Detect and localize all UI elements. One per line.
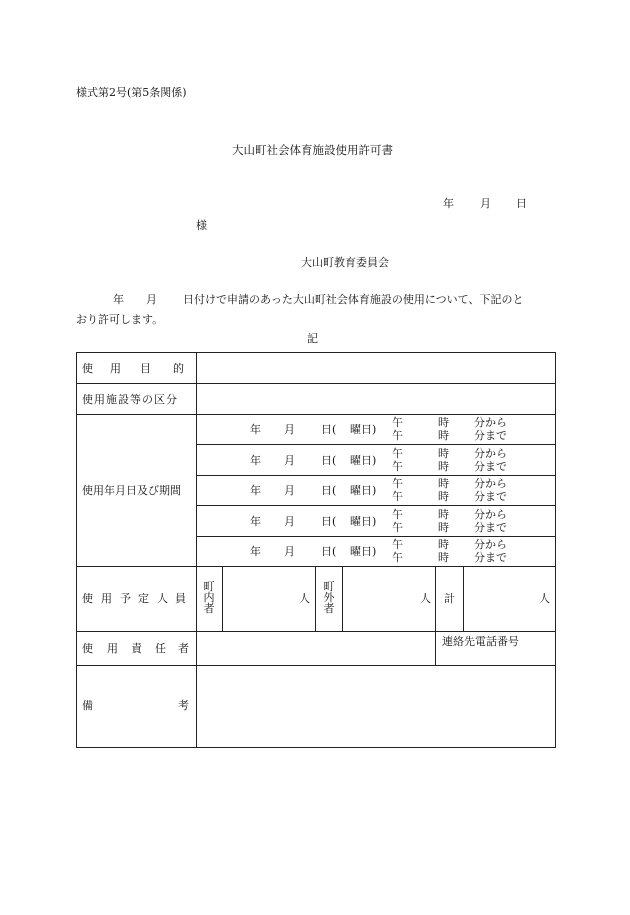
purpose-label-char: 使 <box>82 362 93 375</box>
period-weekday: 曜日) <box>350 484 377 497</box>
form-number: 様式第2号(第5条関係) <box>76 86 187 99</box>
remarks-label-char: 備 <box>82 699 93 712</box>
period-ampm-to: 午 <box>392 429 403 442</box>
period-ampm-to: 午 <box>392 551 403 564</box>
people-column-divider <box>463 566 464 631</box>
period-hour-to: 時 <box>438 460 449 473</box>
facility-label: 使用施設等の区分 <box>82 393 178 406</box>
ki-marker: 記 <box>307 332 318 345</box>
period-year: 年 <box>250 484 261 497</box>
period-ampm-from: 午 <box>392 477 403 490</box>
contact-phone-label: 連絡先電話番号 <box>442 635 519 648</box>
date-year-label: 年 <box>443 197 454 210</box>
people-label-char: 定 <box>138 592 149 605</box>
period-hour-to: 時 <box>438 521 449 534</box>
purpose-label-char: 的 <box>173 362 184 375</box>
period-day: 日( <box>321 515 337 528</box>
date-day-label: 日 <box>516 197 527 210</box>
period-row-divider <box>196 475 555 476</box>
people-label-char: 用 <box>101 592 112 605</box>
period-ampm-from: 午 <box>392 416 403 429</box>
document-title: 大山町社会体育施設使用許可書 <box>232 143 393 157</box>
people-column-divider <box>222 566 223 631</box>
remarks-label-char: 考 <box>178 699 189 712</box>
period-ampm-from: 午 <box>392 538 403 551</box>
period-year: 年 <box>250 545 261 558</box>
manager-label-char: 任 <box>155 642 166 655</box>
manager-label-char: 使 <box>82 642 93 655</box>
in-town-unit: 人 <box>299 592 310 605</box>
period-weekday: 曜日) <box>350 545 377 558</box>
period-ampm-to: 午 <box>392 460 403 473</box>
people-label-char: 人 <box>157 592 168 605</box>
period-day: 日( <box>321 423 337 436</box>
period-hour-to: 時 <box>438 429 449 442</box>
people-column-divider <box>435 566 436 665</box>
period-weekday: 曜日) <box>350 454 377 467</box>
period-year: 年 <box>250 423 261 436</box>
period-minute-to: 分まで <box>474 429 507 442</box>
manager-label-char: 責 <box>131 642 142 655</box>
people-label-char: 使 <box>82 592 93 605</box>
period-minute-to: 分まで <box>474 460 507 473</box>
period-minute-from: 分から <box>474 538 507 551</box>
period-day: 日( <box>321 545 337 558</box>
manager-label-char: 者 <box>178 642 189 655</box>
people-column-divider <box>315 566 316 631</box>
period-minute-from: 分から <box>474 447 507 460</box>
period-ampm-from: 午 <box>392 447 403 460</box>
out-town-unit: 人 <box>420 592 431 605</box>
period-minute-to: 分まで <box>474 551 507 564</box>
period-month: 月 <box>284 423 295 436</box>
period-weekday: 曜日) <box>350 423 377 436</box>
period-hour-to: 時 <box>438 551 449 564</box>
period-minute-from: 分から <box>474 508 507 521</box>
body-text-line1: 日付けで申請のあった大山町社会体育施設の使用について、下記のと <box>183 293 524 306</box>
period-ampm-to: 午 <box>392 521 403 534</box>
period-hour-from: 時 <box>438 477 449 490</box>
out-town-label: 町外者 <box>323 580 335 615</box>
period-weekday: 曜日) <box>350 515 377 528</box>
body-year-label: 年 <box>113 293 124 306</box>
permit-form-table <box>76 352 556 748</box>
row-divider <box>77 665 555 666</box>
period-hour-from: 時 <box>438 447 449 460</box>
total-label: 計 <box>444 592 455 605</box>
label-column-divider <box>196 353 197 747</box>
period-label: 使用年月日及び期間 <box>82 484 181 497</box>
date-month-label: 月 <box>480 197 491 210</box>
period-month: 月 <box>284 545 295 558</box>
addressee-suffix: 様 <box>196 219 207 232</box>
purpose-label-char: 用 <box>110 362 121 375</box>
period-ampm-to: 午 <box>392 490 403 503</box>
period-hour-from: 時 <box>438 538 449 551</box>
period-hour-to: 時 <box>438 490 449 503</box>
total-unit: 人 <box>539 592 550 605</box>
period-minute-to: 分まで <box>474 521 507 534</box>
period-year: 年 <box>250 454 261 467</box>
period-month: 月 <box>284 515 295 528</box>
purpose-label-char: 目 <box>140 362 151 375</box>
people-column-divider <box>342 566 343 631</box>
period-row-divider <box>196 444 555 445</box>
period-hour-from: 時 <box>438 416 449 429</box>
period-row-divider <box>196 536 555 537</box>
people-label-char: 予 <box>120 592 131 605</box>
row-divider <box>77 631 555 632</box>
in-town-label: 町内者 <box>203 580 215 615</box>
period-minute-from: 分から <box>474 477 507 490</box>
period-day: 日( <box>321 454 337 467</box>
manager-label-char: 用 <box>107 642 118 655</box>
period-year: 年 <box>250 515 261 528</box>
period-day: 日( <box>321 484 337 497</box>
body-text-line2: おり許可します。 <box>76 313 164 326</box>
issuer-name: 大山町教育委員会 <box>301 256 389 269</box>
period-ampm-from: 午 <box>392 508 403 521</box>
body-month-label: 月 <box>146 293 157 306</box>
period-month: 月 <box>284 454 295 467</box>
row-divider <box>77 383 555 384</box>
period-row-divider <box>196 505 555 506</box>
period-minute-to: 分まで <box>474 490 507 503</box>
period-minute-from: 分から <box>474 416 507 429</box>
row-divider <box>77 566 555 567</box>
people-label-char: 員 <box>175 592 186 605</box>
row-divider <box>77 414 555 415</box>
period-month: 月 <box>284 484 295 497</box>
period-hour-from: 時 <box>438 508 449 521</box>
